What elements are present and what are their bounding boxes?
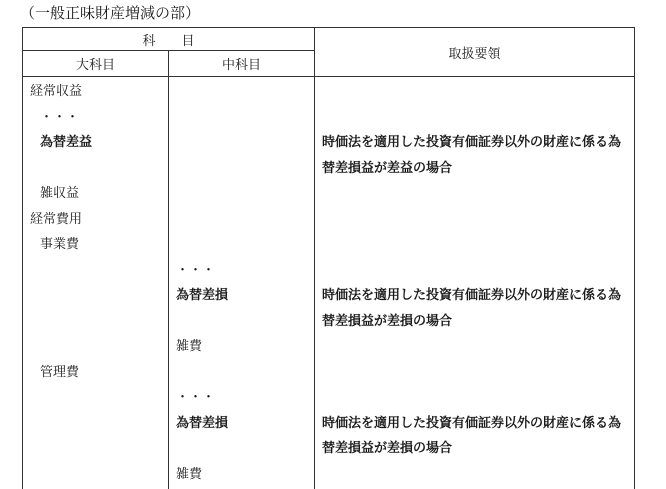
handling-note-fx-gain xyxy=(322,130,621,181)
handling-note-fx-loss xyxy=(322,283,621,334)
table-rule-column-1 xyxy=(168,50,169,489)
handling-note-fx-loss xyxy=(322,411,621,462)
handling-note-line: 替差損益が差損の場合 xyxy=(322,441,453,456)
handling-note-line: 替差損益が差益の場合 xyxy=(322,160,453,176)
table-rule-left xyxy=(22,27,23,489)
major-subject-revenue: 経常収益 xyxy=(30,84,83,99)
middle-subject-fx-loss: 為替差損 xyxy=(176,415,229,431)
major-subject-misc-revenue: 雑収益 xyxy=(40,186,80,201)
table-rule-header-bottom xyxy=(22,76,635,77)
header-subject: 科目 xyxy=(142,33,221,49)
major-subject-fx-gain: 為替差益 xyxy=(40,135,93,150)
handling-note-line: 替差損益が差損の場合 xyxy=(322,313,453,329)
middle-subject-misc-expense: 雑費 xyxy=(176,466,203,482)
middle-subject-ellipsis: ・・・ xyxy=(176,262,216,278)
handling-note-line: 時価法を適用した投資有価証券以外の財産に係る為 xyxy=(322,415,622,431)
table-rule-column-2 xyxy=(314,27,315,489)
middle-subject-ellipsis: ・・・ xyxy=(176,390,216,405)
handling-note-line: 時価法を適用した投資有価証券以外の財産に係る為 xyxy=(322,288,622,303)
major-subject-admin-expenses: 管理費 xyxy=(40,364,80,380)
header-major: 大科目 xyxy=(75,58,115,73)
table-rule-right xyxy=(634,27,635,489)
section-title: （一般正味財産増減の部） xyxy=(20,4,201,22)
handling-note-line: 時価法を適用した投資有価証券以外の財産に係る為 xyxy=(322,135,622,150)
major-subject-expenses: 経常費用 xyxy=(30,211,83,227)
major-subject-business-expenses: 事業費 xyxy=(40,237,80,252)
major-subject-ellipsis: ・・・ xyxy=(40,109,80,125)
header-handling: 取扱要領 xyxy=(448,46,501,62)
header-middle: 中科目 xyxy=(221,58,261,73)
middle-subject-misc-expense: 雑費 xyxy=(176,339,203,354)
middle-subject-fx-loss: 為替差損 xyxy=(176,288,229,303)
